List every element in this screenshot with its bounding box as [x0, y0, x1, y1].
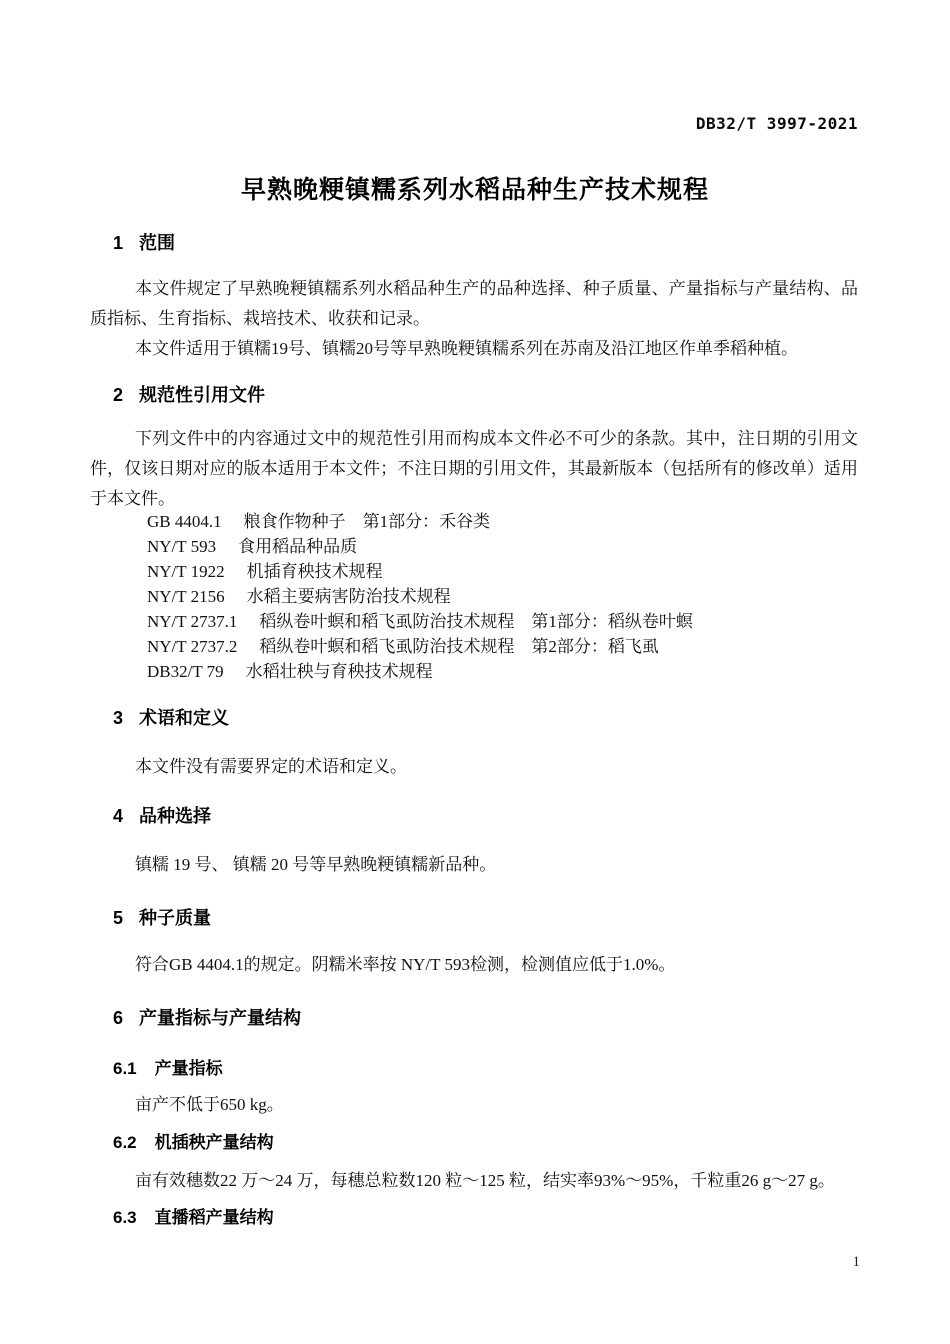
section-6-2-heading: [113, 1131, 274, 1155]
section-3-heading: [113, 706, 229, 730]
reference-name: 粮食作物种子 第1部分：禾谷类: [243, 512, 491, 531]
section-title: 术语和定义: [139, 708, 230, 728]
reference-code: DB32/T 79: [147, 662, 224, 681]
section-3-body: [90, 752, 858, 782]
paragraph: 本文件规定了早熟晚粳镇糯系列水稻品种生产的品种选择、种子质量、产量指标与产量结构、品质指标、生育指标、栽培技术、收获和记录。: [90, 279, 858, 328]
section-title: 规范性引用文件: [139, 385, 266, 405]
section-5-heading: [113, 906, 211, 930]
reference-item: [90, 509, 858, 534]
section-title: 机插秧产量结构: [154, 1133, 274, 1152]
section-6-1-heading: [113, 1057, 223, 1081]
section-2-body: [90, 424, 858, 514]
reference-code: NY/T 593: [147, 537, 217, 556]
section-number: 6.3: [113, 1208, 137, 1227]
reference-code: NY/T 2156: [147, 587, 225, 606]
reference-item: [90, 659, 858, 684]
section-number: 2: [113, 385, 124, 405]
section-number: 4: [113, 806, 124, 826]
reference-code: NY/T 2737.1: [147, 612, 238, 631]
reference-name: 机插育秧技术规程: [246, 562, 383, 581]
section-6-3-heading: [113, 1206, 274, 1230]
reference-item: [90, 609, 858, 634]
section-6-heading: [113, 1006, 301, 1030]
section-title: 品种选择: [139, 806, 212, 826]
reference-item: [90, 634, 858, 659]
reference-name: 食用稻品种品质: [238, 537, 358, 556]
section-5-body: [90, 950, 858, 980]
page-number: 1: [852, 1254, 860, 1270]
section-1-heading: [113, 231, 175, 255]
section-number: 6: [113, 1008, 124, 1028]
section-number: 1: [113, 233, 124, 253]
section-number: 6.1: [113, 1059, 137, 1078]
reference-item: [90, 584, 858, 609]
section-title: 产量指标与产量结构: [139, 1008, 302, 1028]
section-2-heading: [113, 383, 265, 407]
section-title: 产量指标: [154, 1059, 223, 1078]
paragraph: 亩产不低于650 kg。: [135, 1095, 284, 1114]
section-title: 种子质量: [139, 908, 212, 928]
section-4-body: [90, 850, 858, 880]
section-title: 范围: [139, 233, 176, 253]
section-number: 3: [113, 708, 124, 728]
reference-code: NY/T 1922: [147, 562, 225, 581]
document-title: 早熟晚粳镇糯系列水稻品种生产技术规程: [240, 176, 709, 204]
section-6-1-body: [90, 1090, 858, 1120]
paragraph: 本文件没有需要界定的术语和定义。: [135, 757, 407, 776]
reference-name: 稻纵卷叶螟和稻飞虱防治技术规程 第2部分：稻飞虱: [259, 637, 659, 656]
reference-name: 稻纵卷叶螟和稻飞虱防治技术规程 第1部分：稻纵卷叶螟: [259, 612, 693, 631]
standard-code: DB32/T 3997-2021: [695, 114, 858, 133]
section-1-body: [90, 274, 858, 364]
section-number: 6.2: [113, 1133, 137, 1152]
section-4-heading: [113, 804, 211, 828]
section-title: 直播稻产量结构: [154, 1208, 274, 1227]
paragraph: 本文件适用于镇糯19号、镇糯20号等早熟晚粳镇糯系列在苏南及沿江地区作单季稻种植。: [135, 339, 798, 358]
reference-name: 水稻壮秧与育秧技术规程: [245, 662, 433, 681]
paragraph: 下列文件中的内容通过文中的规范性引用而构成本文件必不可少的条款。其中，注日期的引用文件，仅该日期对应的版本适用于本文件；不注日期的引用文件，其最新版本（包括所有的修改单）适用于本文件。: [90, 429, 858, 508]
paragraph: 亩有效穗数22 万～24 万，每穗总粒数120 粒～125 粒，结实率93%～95%，千粒重26 g～27 g。: [135, 1171, 835, 1190]
reference-item: [90, 534, 858, 559]
section-6-2-body: [90, 1166, 858, 1196]
normative-references-list: [90, 509, 858, 684]
reference-item: [90, 559, 858, 584]
paragraph: 符合GB 4404.1的规定。阴糯米率按 NY/T 593检测，检测值应低于1.0%。: [135, 955, 676, 974]
section-number: 5: [113, 908, 124, 928]
reference-code: NY/T 2737.2: [147, 637, 238, 656]
reference-code: GB 4404.1: [147, 512, 222, 531]
paragraph: 镇糯 19 号、 镇糯 20 号等早熟晚粳镇糯新品种。: [135, 855, 497, 874]
reference-name: 水稻主要病害防治技术规程: [246, 587, 451, 606]
